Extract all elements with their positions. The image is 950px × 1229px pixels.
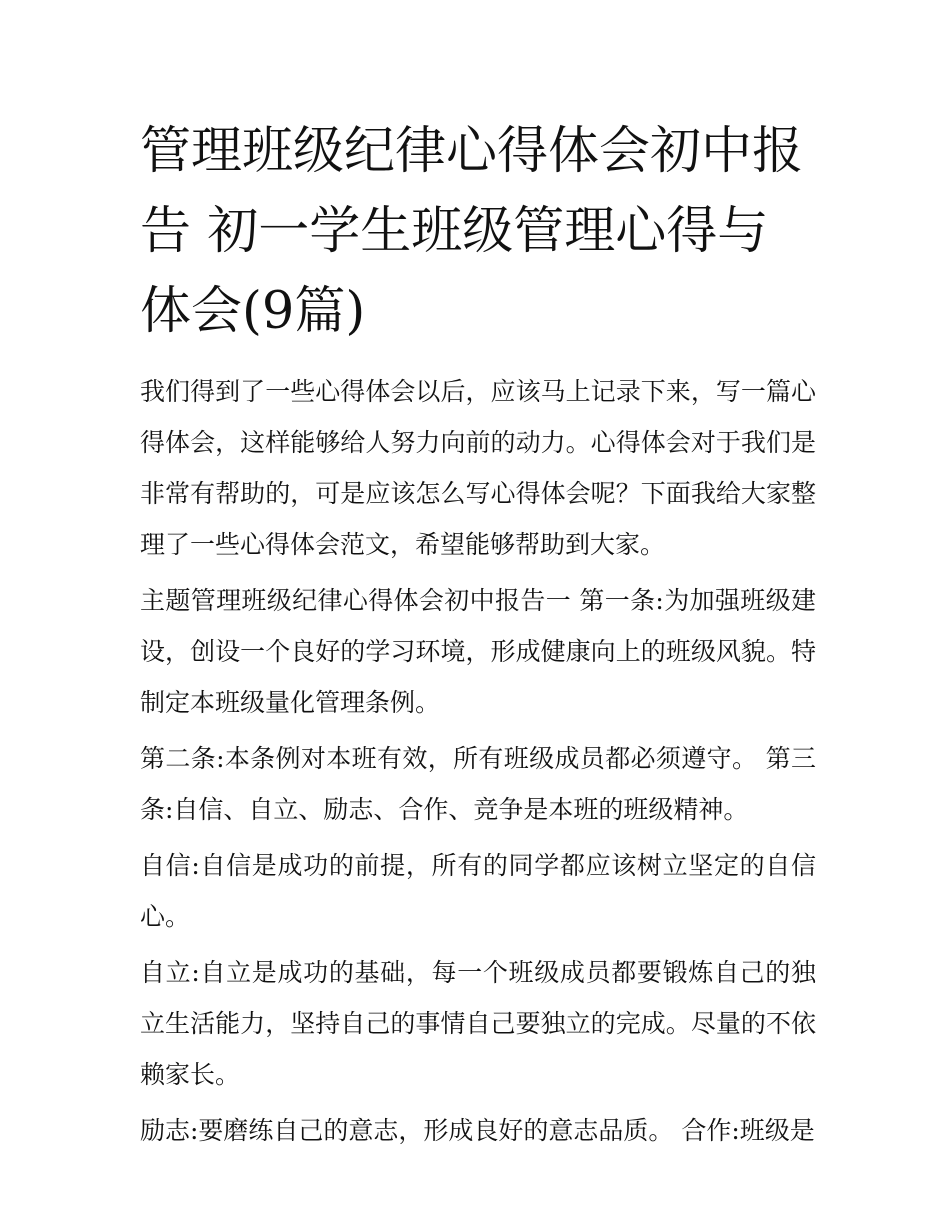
document-body: [140, 112, 816, 1161]
paragraph-determination: 励志:要磨练自己的意志，形成良好的意志品质。 合作:班级是: [140, 1116, 815, 1145]
paragraph-article-two-three: 第二条:本条例对本班有效，所有班级成员都必须遵守。 第三条:自信、自立、励志、合作、竞争是本班的班级精神。: [140, 744, 816, 824]
paragraph-self-reliance: 自立:自立是成功的基础，每一个班级成员都要锻炼自己的独立生活能力，坚持自己的事情自己要独立的完成。尽量的不依赖家长。: [140, 958, 816, 1089]
paragraph-self-confidence: 自信:自信是成功的前提，所有的同学都应该树立坚定的自信心。: [140, 851, 816, 931]
paragraph-intro: 我们得到了一些心得体会以后，应该马上记录下来，写一篇心得体会，这样能够给人努力向前的动力。心得体会对于我们是非常有帮助的，可是应该怎么写心得体会呢？下面我给大家整理了一些心得体会范文，希望能够帮助到大家。: [140, 377, 816, 559]
paragraph-article-one: 主题管理班级纪律心得体会初中报告一 第一条:为加强班级建设，创设一个良好的学习环境，形成健康向上的班级风貌。特制定本班级量化管理条例。: [140, 586, 816, 717]
document-title: 管理班级纪律心得体会初中报告 初一学生班级管理心得与体会(9篇): [140, 122, 804, 341]
